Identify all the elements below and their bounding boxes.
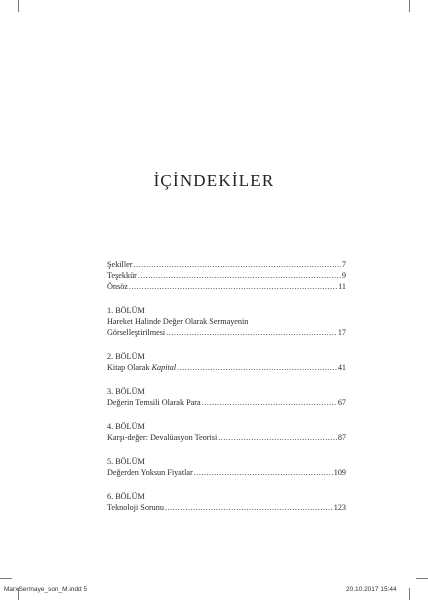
dot-leader	[138, 270, 341, 281]
toc-entry-title	[107, 362, 176, 373]
crop-mark-bottom-right	[416, 578, 428, 579]
page-title: İÇİNDEKİLER	[153, 171, 275, 190]
chapter-heading: 2. BÖLÜM	[107, 352, 145, 361]
table-of-contents	[107, 259, 346, 526]
toc-entry[interactable]	[107, 362, 346, 373]
toc-entry-italic-text: Kapital	[151, 363, 177, 372]
chapter-heading: 3. BÖLÜM	[107, 387, 145, 396]
toc-entry-title	[107, 259, 132, 270]
toc-entry-title	[107, 397, 201, 408]
chapter-heading: 1. BÖLÜM	[107, 306, 145, 315]
toc-entry-text: Teşekkür	[107, 271, 137, 280]
toc-entry-title	[107, 502, 164, 513]
page-number: 9	[341, 271, 346, 280]
dot-leader	[177, 362, 337, 373]
toc-group	[107, 351, 346, 373]
chapter-title-line: Hareket Halinde Değer Olarak Sermayenin	[107, 317, 249, 326]
toc-entry[interactable]	[107, 281, 346, 292]
toc-entry-title	[107, 467, 193, 478]
crop-mark-top-left	[18, 0, 19, 12]
dot-leader	[202, 397, 337, 408]
toc-entry-text: Karşı-değer: Devalüasyon Teorisi	[107, 433, 218, 442]
page-number: 109	[333, 468, 346, 477]
toc-entry-title	[107, 270, 137, 281]
dot-leader	[194, 467, 333, 478]
toc-entry-text: Teknoloji Sorunu	[107, 503, 164, 512]
toc-entry[interactable]	[107, 259, 346, 270]
crop-mark-bottom-right-v	[409, 588, 410, 600]
page-number: 11	[338, 282, 346, 291]
toc-group	[107, 259, 346, 292]
toc-entry-title	[107, 281, 128, 292]
page-number: 123	[333, 503, 346, 512]
dot-leader	[166, 327, 337, 338]
toc-entry[interactable]	[107, 397, 346, 408]
chapter-heading: 6. BÖLÜM	[107, 492, 145, 501]
toc-entry[interactable]	[107, 467, 346, 478]
toc-entry[interactable]	[107, 432, 346, 443]
toc-entry-text: Şekiller	[107, 260, 133, 269]
toc-entry-text: Değerin Temsili Olarak Para	[107, 398, 201, 407]
dot-leader	[218, 432, 337, 443]
footer-filename: MarxSermaye_son_M.indd 5	[4, 586, 88, 593]
toc-entry[interactable]	[107, 327, 346, 338]
toc-entry-title	[107, 432, 217, 443]
toc-entry-text: Kitap Olarak	[107, 363, 152, 372]
page-number: 87	[337, 433, 346, 442]
toc-entry[interactable]	[107, 270, 346, 281]
crop-mark-bottom-left	[0, 578, 12, 579]
toc-group	[107, 421, 346, 443]
toc-group	[107, 386, 346, 408]
chapter-heading: 5. BÖLÜM	[107, 457, 145, 466]
dot-leader	[129, 281, 337, 292]
dot-leader	[165, 502, 333, 513]
toc-group	[107, 456, 346, 478]
page-number: 17	[337, 328, 346, 337]
toc-entry-title	[107, 327, 165, 338]
toc-entry-text: Görselleştirilmesi	[107, 328, 166, 337]
toc-group	[107, 491, 346, 513]
chapter-heading: 4. BÖLÜM	[107, 422, 145, 431]
crop-mark-top-right	[409, 0, 410, 12]
toc-group	[107, 305, 346, 338]
toc-entry-text: Önsöz	[107, 282, 128, 291]
toc-entry-text: Değerden Yoksun Fiyatlar	[107, 468, 193, 477]
page-number: 41	[337, 363, 346, 372]
page-number: 7	[341, 260, 346, 269]
toc-entry[interactable]	[107, 502, 346, 513]
page-number: 67	[337, 398, 346, 407]
dot-leader	[133, 259, 340, 270]
footer-timestamp: 20.10.2017 15:44	[346, 586, 397, 593]
